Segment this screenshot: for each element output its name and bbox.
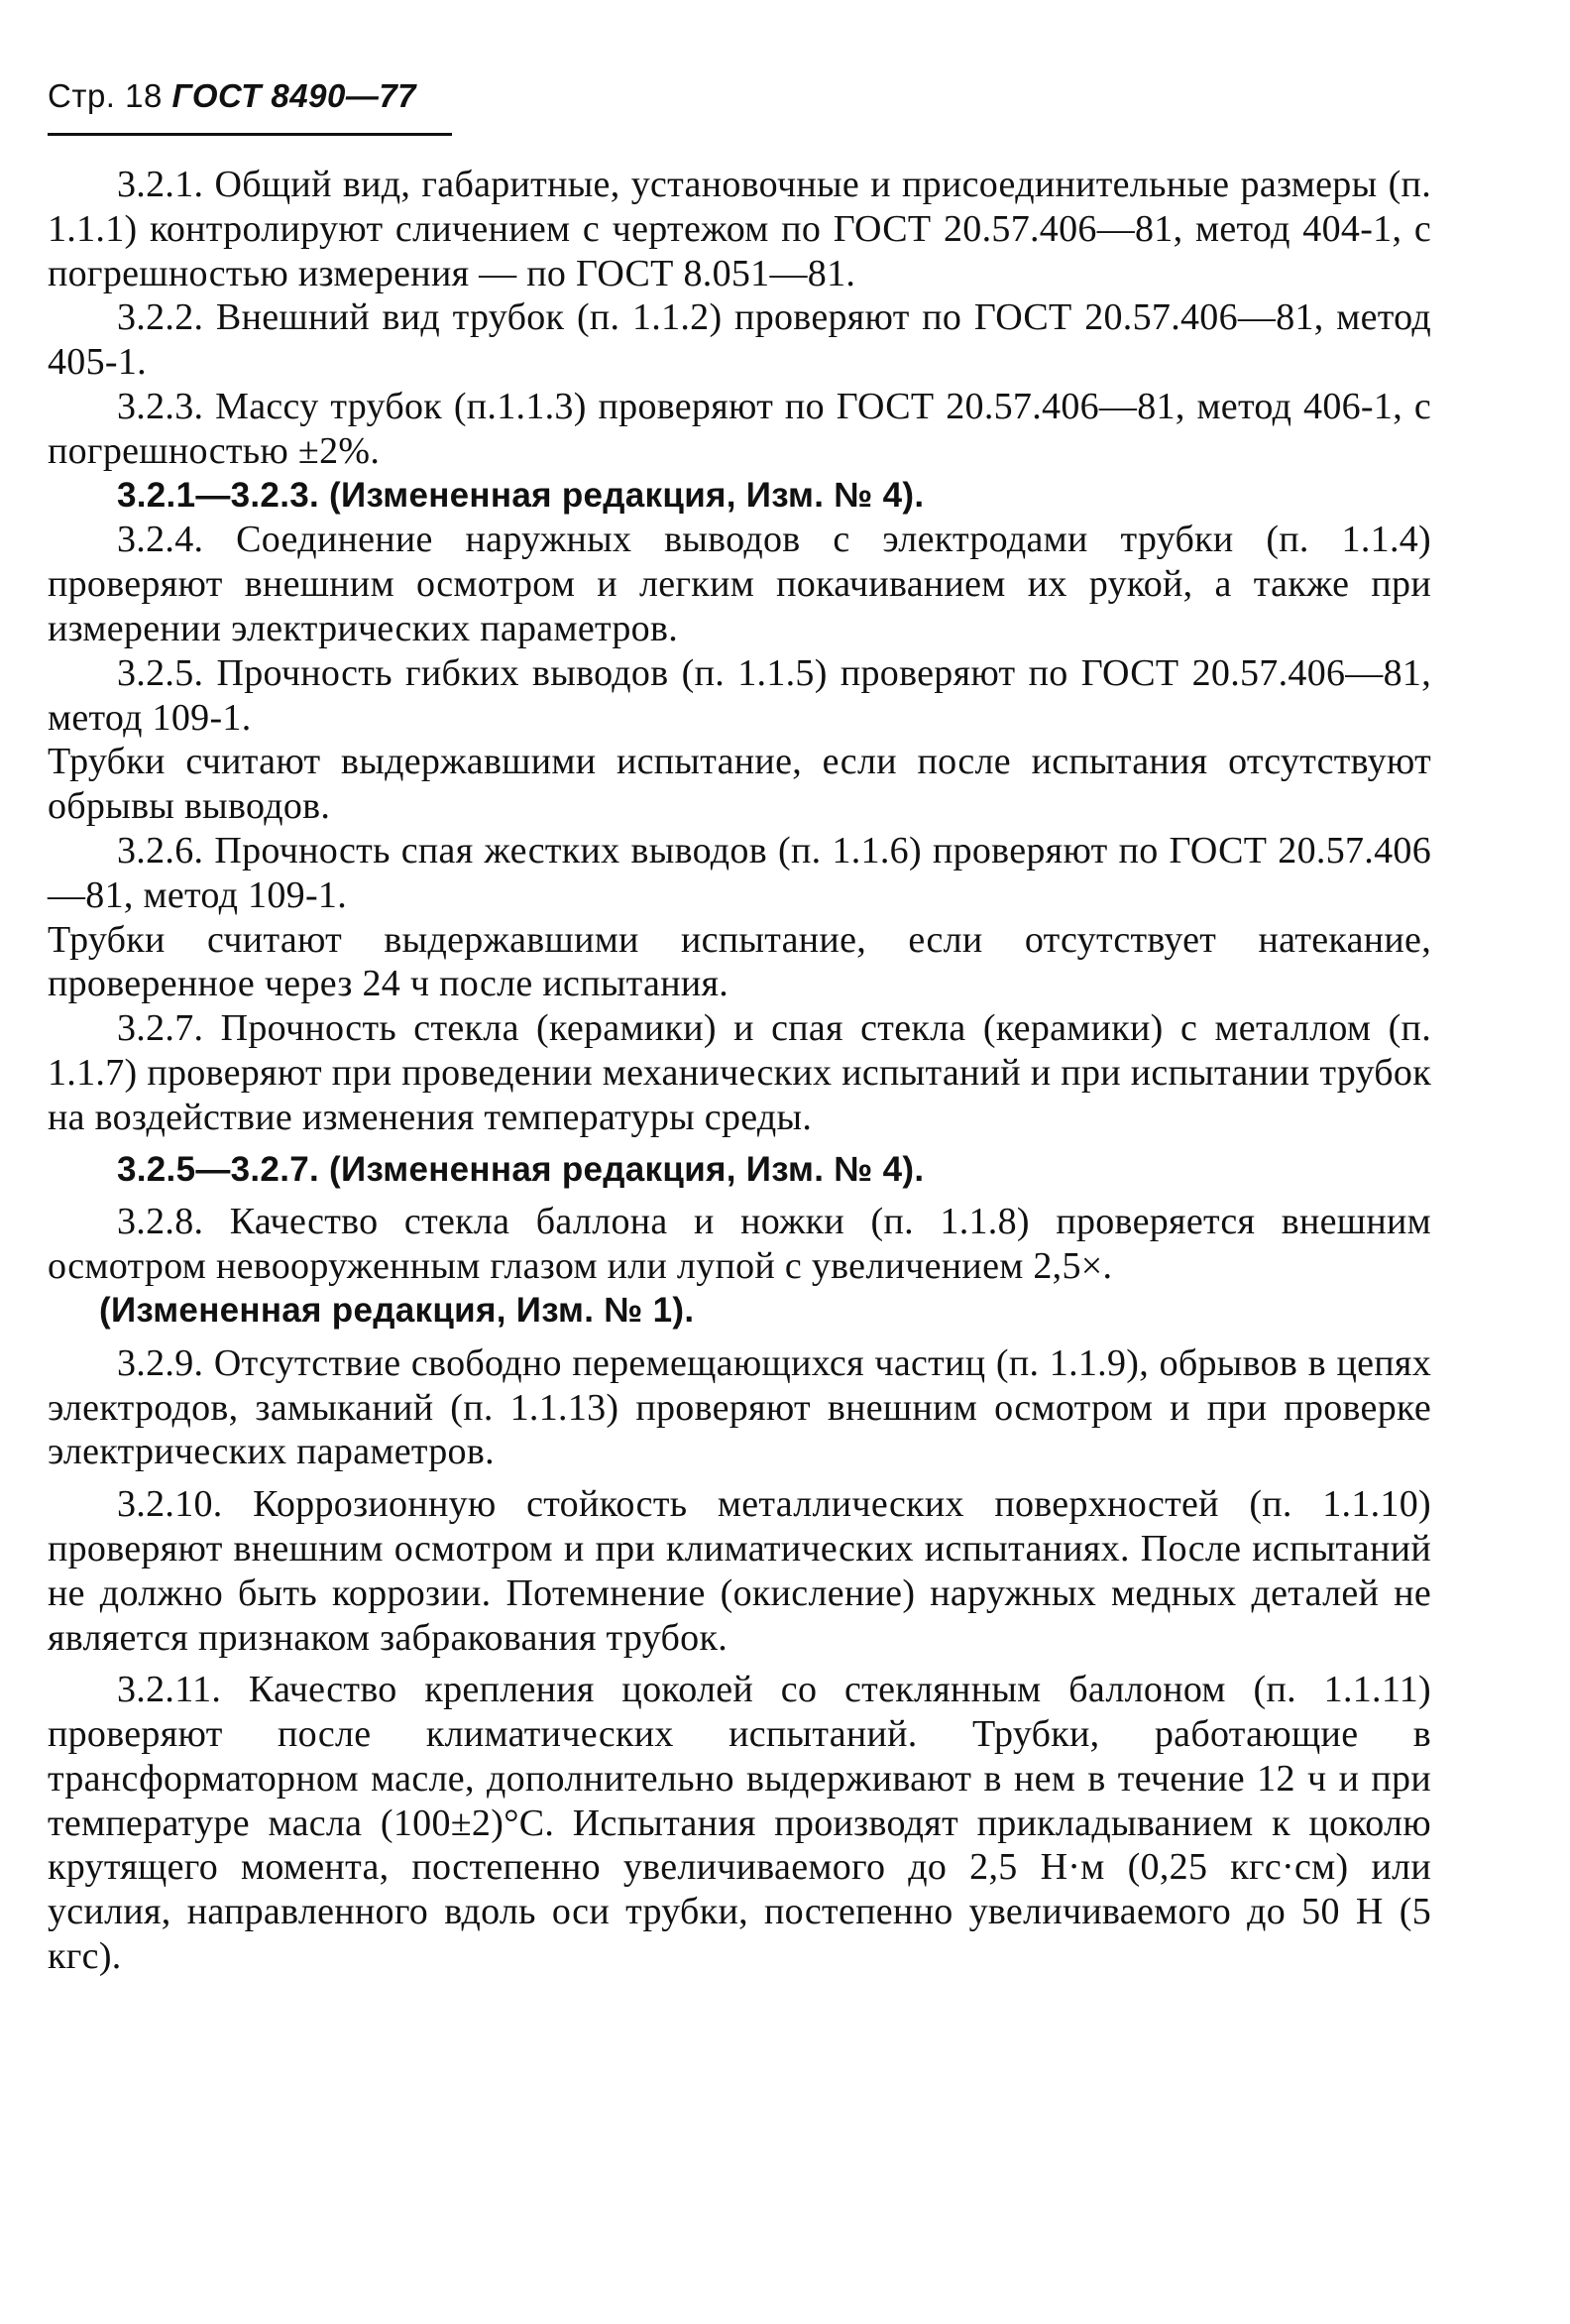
standard-designation: ГОСТ 8490—77 xyxy=(171,77,417,114)
amendment-note-3-2-1-3-2-3: 3.2.1—3.2.3. (Измененная редакция, Изм. № 4). xyxy=(117,475,925,515)
paragraph-3-2-5-criterion: Трубки считают выдержавшими испытание, если после испытания отсутствуют обрывы выводов. xyxy=(48,741,1431,828)
page-number-label: Стр. 18 xyxy=(48,77,163,114)
paragraph-3-2-8: 3.2.8. Качество стекла баллона и ножки (п. 1.1.8) проверяется внешним осмотром невооруженным глазом или лупой с увеличением 2,5×. xyxy=(48,1201,1431,1288)
paragraph-3-2-2: 3.2.2. Внешний вид трубок (п. 1.1.2) проверяют по ГОСТ 20.57.406—81, метод 405-1. xyxy=(48,296,1431,384)
paragraph-3-2-4: 3.2.4. Соединение наружных выводов с электродами трубки (п. 1.1.4) проверяют внешним осмотром и легким покачиванием их рукой, а также при измерении электрических параметров. xyxy=(48,519,1431,649)
paragraph-3-2-6-criterion: Трубки считают выдержавшими испытание, если отсутствует натекание, проверенное через 24 ч после испытания. xyxy=(48,918,1431,1005)
header-rule xyxy=(48,133,452,136)
paragraph-3-2-10: 3.2.10. Коррозионную стойкость металлических поверхностей (п. 1.1.10) проверяют внешним осмотром и при климатических испытаниях. После испытаний не должно быть коррозии. Потемнение (окисление) наружных медных деталей не является признаком забракования трубок. xyxy=(48,1483,1431,1659)
paragraph-3-2-9: 3.2.9. Отсутствие свободно перемещающихся частиц (п. 1.1.9), обрывов в цепях электродов, замыканий (п. 1.1.13) проверяют внешним осмотром и при проверке электрических параметров. xyxy=(48,1341,1431,1473)
amendment-note-3-2-8: (Измененная редакция, Изм. № 1). xyxy=(99,1290,695,1330)
paragraph-3-2-3: 3.2.3. Массу трубок (п.1.1.3) проверяют по ГОСТ 20.57.406—81, метод 406-1, с погрешностью ±2%. xyxy=(48,385,1431,472)
amendment-note-3-2-5-3-2-7: 3.2.5—3.2.7. (Измененная редакция, Изм. № 4). xyxy=(117,1149,925,1189)
page-header xyxy=(48,77,416,115)
document-body xyxy=(48,163,1431,1979)
paragraph-3-2-7: 3.2.7. Прочность стекла (керамики) и спая стекла (керамики) с металлом (п. 1.1.7) проверяют при проведении механических испытаний и при испытании трубок на воздействие изменения температуры среды. xyxy=(48,1007,1431,1138)
paragraph-3-2-11: 3.2.11. Качество крепления цоколей со стеклянным баллоном (п. 1.1.11) проверяют после климатических испытаний. Трубки, работающие в трансформаторном масле, дополнительно выдерживают в нем в течение 12 ч и при температуре масла (100±2)°С. Испытания производят прикладыванием к цоколю крутящего момента, постепенно увеличиваемого до 2,5 Н·м (0,25 кгс·см) или усилия, направленного вдоль оси трубки, постепенно увеличиваемого до 50 Н (5 кгс). xyxy=(48,1669,1431,1978)
paragraph-3-2-5: 3.2.5. Прочность гибких выводов (п. 1.1.5) проверяют по ГОСТ 20.57.406—81, метод 109-1. xyxy=(48,651,1431,739)
paragraph-3-2-1: 3.2.1. Общий вид, габаритные, установочные и присоединительные размеры (п. 1.1.1) контролируют сличением с чертежом по ГОСТ 20.57.406—81, метод 404-1, с погрешностью измерения — по ГОСТ 8.051—81. xyxy=(48,164,1431,294)
paragraph-3-2-6: 3.2.6. Прочность спая жестких выводов (п. 1.1.6) проверяют по ГОСТ 20.57.406—81, метод 109-1. xyxy=(48,829,1431,916)
